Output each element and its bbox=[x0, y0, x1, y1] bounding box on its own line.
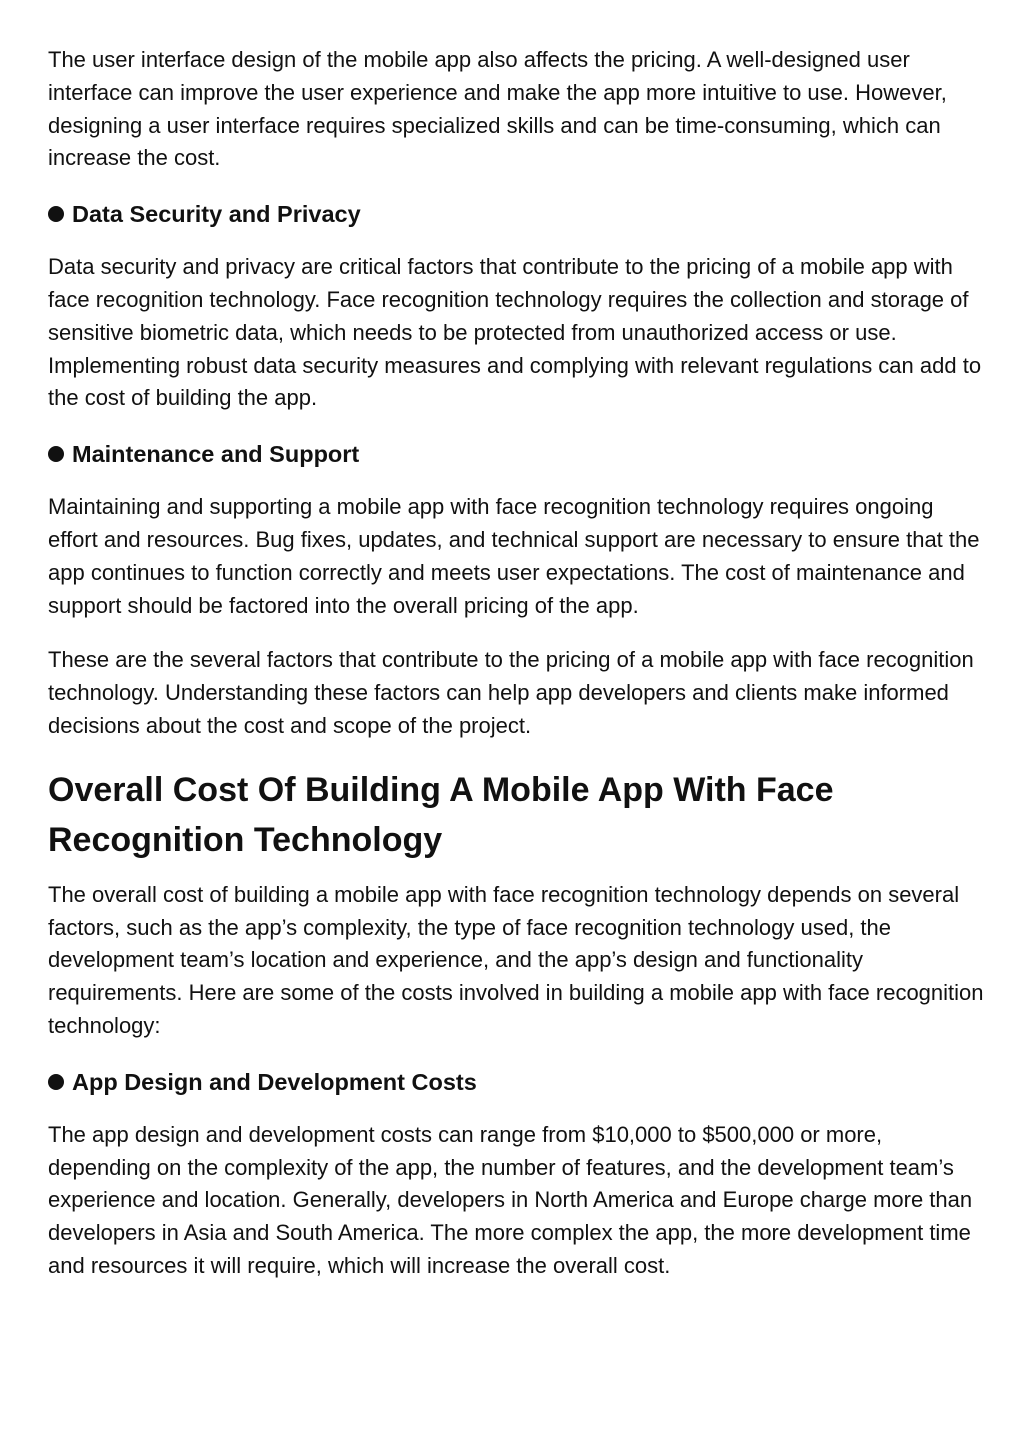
section-heading-overall-cost: Overall Cost Of Building A Mobile App With Face Recognition Technology bbox=[48, 770, 834, 859]
paragraph-app-design-costs: The app design and development costs can range from $10,000 to $500,000 or more, depending on the complexity of the app, the number of features, and the development team’s experience and location. Generally, developers in North America and Europe charge more than developers in Asia and South America. The more complex the app, the more development time and resources it will require, which will increase the overall cost. bbox=[48, 1121, 973, 1278]
heading-app-design-costs bbox=[48, 1065, 988, 1099]
paragraph-overall-cost-intro: The overall cost of building a mobile app with face recognition technology depends on several factors, such as the app’s complexity, the type of face recognition technology used, the development team’s location and experience, and the app’s design and functionality requirements. Here are some of the costs involved in building a mobile app with face recognition technology: bbox=[48, 881, 984, 1038]
paragraph-data-security: Data security and privacy are critical factors that contribute to the pricing of a mobile app with face recognition technology. Face recognition technology requires the collection and storage of sensitive biometric data, which needs to be protected from unauthorized access or use. Implementing robust data security measures and complying with relevant regulations can add to the cost of building the app. bbox=[48, 254, 982, 411]
bullet-dot-icon bbox=[48, 446, 64, 462]
bullet-dot-icon bbox=[48, 1074, 64, 1090]
document-page bbox=[48, 44, 988, 1305]
bullet-dot-icon bbox=[48, 206, 64, 222]
heading-maintenance bbox=[48, 437, 988, 471]
heading-app-design-costs-label: App Design and Development Costs bbox=[72, 1068, 477, 1095]
heading-data-security-label: Data Security and Privacy bbox=[72, 201, 361, 228]
paragraph-maintenance: Maintaining and supporting a mobile app with face recognition technology requires ongoing effort and resources. Bug fixes, updates, and technical support are necessary to ensure that the app continues to function correctly and meets user expectations. The cost of maintenance and support should be factored into the overall pricing of the app. bbox=[48, 494, 980, 618]
heading-data-security bbox=[48, 197, 988, 231]
paragraph-ui-design: The user interface design of the mobile app also affects the pricing. A well-designed user interface can improve the user experience and make the app more intuitive to use. However, designing a user interface requires specialized skills and can be time-consuming, which can increase the cost. bbox=[48, 47, 947, 171]
paragraph-summary: These are the several factors that contribute to the pricing of a mobile app with face recognition technology. Understanding these factors can help app developers and clients make informed decisions about the cost and scope of the project. bbox=[48, 647, 974, 738]
heading-maintenance-label: Maintenance and Support bbox=[72, 441, 360, 468]
